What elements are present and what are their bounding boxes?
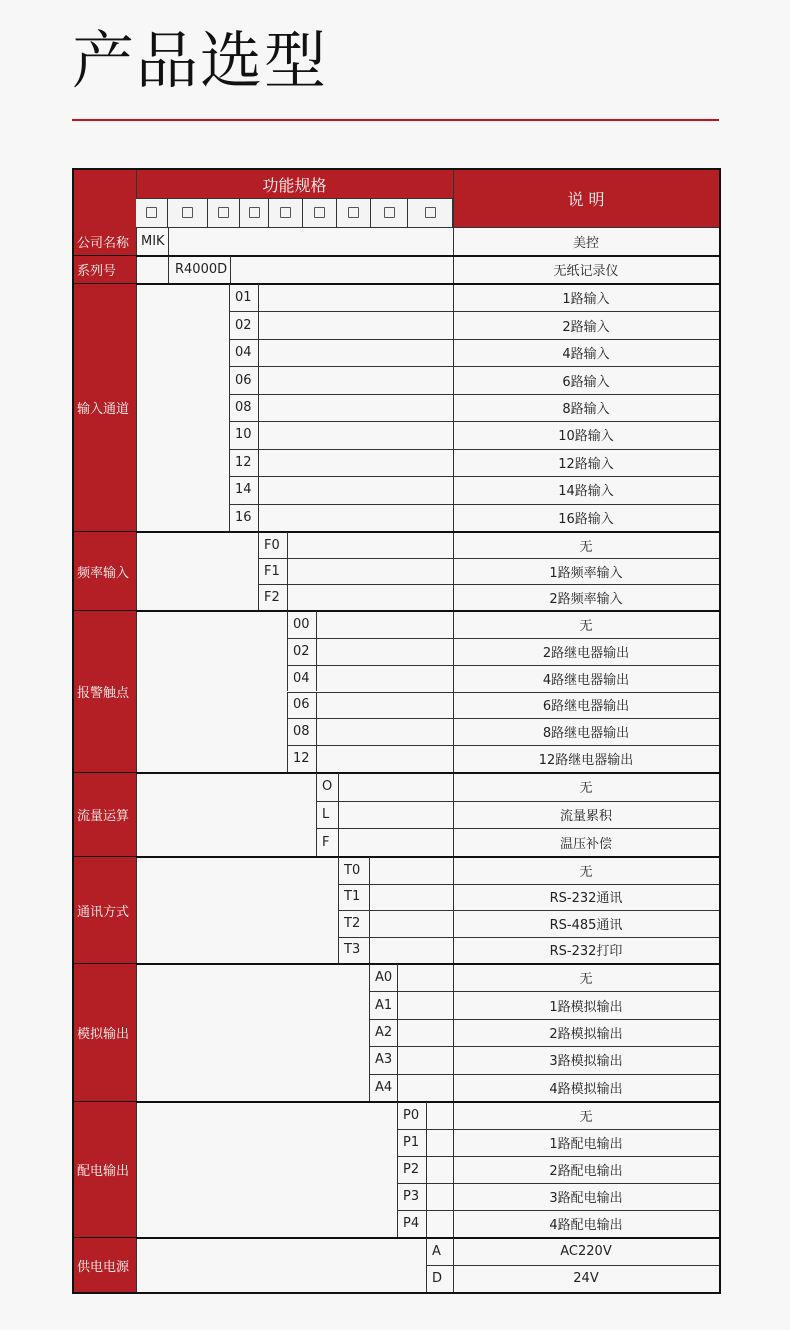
option-code[interactable]: L — [316, 801, 339, 829]
option-code[interactable]: F2 — [258, 584, 288, 610]
row-divider — [229, 421, 719, 422]
row-divider — [136, 198, 453, 199]
placeholder-box-cell[interactable] — [168, 198, 208, 227]
checkbox-placeholder-icon[interactable] — [314, 207, 325, 218]
option-code[interactable]: 02 — [287, 638, 317, 665]
section-label-alarm-contacts: 报警触点 — [74, 611, 136, 772]
option-desc: 流量累积 — [559, 808, 612, 824]
option-desc: 10路输入 — [558, 429, 614, 445]
checkbox-placeholder-icon[interactable] — [249, 207, 260, 218]
option-code[interactable]: A0 — [369, 964, 398, 991]
option-desc: AC220V — [560, 1244, 612, 1259]
option-desc: 14路输入 — [558, 484, 614, 500]
option-desc: 8路输入 — [562, 401, 610, 417]
option-code[interactable]: 12 — [229, 449, 259, 476]
row-divider — [229, 339, 719, 340]
title-divider — [72, 119, 719, 121]
option-code[interactable]: 04 — [229, 339, 259, 366]
placeholder-box-cell[interactable] — [371, 198, 408, 227]
row-divider — [338, 884, 719, 885]
option-desc: 4路配电输出 — [549, 1218, 623, 1233]
header-spec-title: 功能规格 — [136, 170, 453, 198]
row-divider — [397, 1183, 719, 1184]
option-desc: 2路继电器输出 — [542, 645, 630, 661]
checkbox-placeholder-icon[interactable] — [384, 207, 395, 218]
series-desc: 无纸记录仪 — [553, 264, 619, 279]
page-title: 产品选型 — [72, 24, 329, 97]
option-code[interactable]: 06 — [287, 692, 317, 719]
option-code[interactable]: 16 — [229, 504, 259, 531]
option-desc: 16路输入 — [558, 511, 614, 527]
row-divider — [369, 1019, 719, 1020]
row-divider — [229, 366, 719, 367]
placeholder-box-cell[interactable] — [269, 198, 303, 227]
column-divider — [168, 227, 169, 255]
option-desc: 无 — [579, 1110, 593, 1125]
row-divider — [397, 1156, 719, 1157]
option-code[interactable]: O — [316, 773, 339, 801]
row-divider — [338, 937, 719, 938]
row-divider — [229, 449, 719, 450]
option-code[interactable]: 01 — [229, 284, 259, 311]
row-divider — [338, 910, 719, 911]
option-desc: 24V — [573, 1271, 599, 1286]
section-label-power-distribution: 配电输出 — [74, 1102, 136, 1237]
option-desc: 6路继电器输出 — [542, 699, 630, 715]
checkbox-placeholder-icon[interactable] — [182, 207, 193, 218]
option-code[interactable]: 10 — [229, 421, 259, 448]
row-divider — [426, 1265, 719, 1266]
column-divider — [168, 256, 169, 283]
option-desc: 2路输入 — [562, 319, 610, 335]
checkbox-placeholder-icon[interactable] — [425, 207, 436, 218]
option-desc: RS-232打印 — [549, 944, 623, 960]
row-divider — [229, 504, 719, 505]
option-desc: 4路继电器输出 — [542, 672, 630, 688]
option-code[interactable]: 02 — [229, 311, 259, 338]
option-desc: 无 — [579, 972, 593, 988]
option-code[interactable]: P0 — [397, 1102, 427, 1129]
option-code[interactable]: A4 — [369, 1074, 398, 1101]
option-code[interactable]: A — [426, 1238, 454, 1265]
option-code[interactable]: A3 — [369, 1046, 398, 1073]
option-code[interactable]: 00 — [287, 611, 317, 638]
checkbox-placeholder-icon[interactable] — [280, 207, 291, 218]
option-desc: 无 — [579, 618, 593, 634]
placeholder-box-cell[interactable] — [136, 198, 168, 227]
row-divider — [287, 638, 719, 639]
row-divider — [287, 692, 719, 693]
series-code: R4000D — [175, 262, 228, 277]
row-divider — [316, 828, 719, 829]
option-desc: RS-232通讯 — [549, 891, 623, 907]
row-divider — [397, 1210, 719, 1211]
row-divider — [369, 991, 719, 992]
option-code[interactable]: T1 — [338, 884, 370, 911]
checkbox-placeholder-icon[interactable] — [146, 207, 157, 218]
option-desc: 12路继电器输出 — [538, 753, 634, 769]
placeholder-box-cell[interactable] — [337, 198, 371, 227]
option-code[interactable]: 06 — [229, 366, 259, 393]
option-desc: RS-485通讯 — [549, 917, 623, 933]
option-desc: 8路继电器输出 — [542, 726, 630, 742]
option-code[interactable]: T3 — [338, 937, 370, 964]
option-code[interactable]: A1 — [369, 991, 398, 1018]
column-divider — [136, 170, 137, 1292]
option-desc: 无 — [579, 539, 593, 555]
section-label-frequency-input: 频率输入 — [74, 532, 136, 610]
option-code[interactable]: 08 — [287, 718, 317, 745]
option-desc: 4路模拟输出 — [549, 1081, 623, 1097]
placeholder-box-cell[interactable] — [408, 198, 453, 227]
option-desc: 3路模拟输出 — [549, 1054, 623, 1070]
row-divider — [229, 394, 719, 395]
option-code[interactable]: T0 — [338, 857, 370, 884]
option-desc: 无 — [579, 781, 593, 797]
company-code: MIK — [141, 233, 165, 249]
option-desc: 3路配电输出 — [549, 1191, 623, 1206]
option-desc: 2路频率输入 — [549, 591, 623, 607]
header-desc-title: 说 明 — [453, 170, 719, 227]
option-code[interactable]: P2 — [397, 1156, 427, 1183]
company-desc: 美控 — [572, 235, 599, 251]
section-label-communication: 通讯方式 — [74, 857, 136, 963]
row-divider — [369, 1046, 719, 1047]
checkbox-placeholder-icon[interactable] — [218, 207, 229, 218]
option-code[interactable]: D — [426, 1265, 454, 1292]
column-divider — [230, 256, 231, 283]
option-code[interactable]: 12 — [287, 745, 317, 772]
section-label-analog-output: 模拟输出 — [74, 964, 136, 1101]
option-code[interactable]: P1 — [397, 1129, 427, 1156]
section-label-flow-calculation: 流量运算 — [74, 773, 136, 856]
option-desc: 2路模拟输出 — [549, 1026, 623, 1042]
company-label: 公司名称 — [74, 227, 136, 255]
option-desc: 12路输入 — [558, 456, 614, 472]
option-desc: 4路输入 — [562, 347, 610, 363]
option-code[interactable]: A2 — [369, 1019, 398, 1046]
header-label-blank — [74, 170, 136, 227]
row-divider — [258, 558, 719, 559]
checkbox-placeholder-icon[interactable] — [348, 207, 359, 218]
option-code[interactable]: 14 — [229, 476, 259, 503]
row-divider — [229, 311, 719, 312]
row-divider — [369, 1074, 719, 1075]
option-desc: 1路频率输入 — [549, 565, 623, 581]
option-code[interactable]: F1 — [258, 558, 288, 584]
section-label-input-channels: 输入通道 — [74, 284, 136, 531]
row-divider — [287, 665, 719, 666]
option-code[interactable]: F0 — [258, 532, 288, 558]
option-desc: 6路输入 — [562, 374, 610, 390]
option-desc: 1路配电输出 — [549, 1137, 623, 1152]
option-code[interactable]: 04 — [287, 665, 317, 692]
row-divider — [287, 718, 719, 719]
option-desc: 温压补偿 — [559, 836, 612, 852]
option-code[interactable]: 08 — [229, 394, 259, 421]
product-selection-table — [72, 168, 721, 1294]
row-divider — [258, 584, 719, 585]
option-code[interactable]: P4 — [397, 1210, 427, 1237]
option-desc: 无 — [579, 864, 593, 880]
section-label-power-supply: 供电电源 — [74, 1238, 136, 1292]
series-label: 系列号 — [74, 256, 136, 283]
option-code[interactable]: F — [316, 828, 339, 856]
row-divider — [229, 476, 719, 477]
placeholder-box-cell[interactable] — [240, 198, 269, 227]
option-desc: 1路输入 — [562, 292, 610, 308]
placeholder-box-cell[interactable] — [303, 198, 337, 227]
option-code[interactable]: P3 — [397, 1183, 427, 1210]
option-desc: 1路模拟输出 — [549, 999, 623, 1015]
row-divider — [397, 1129, 719, 1130]
row-divider — [287, 745, 719, 746]
row-divider — [316, 801, 719, 802]
option-code[interactable]: T2 — [338, 910, 370, 937]
placeholder-box-cell[interactable] — [208, 198, 240, 227]
option-desc: 2路配电输出 — [549, 1164, 623, 1179]
